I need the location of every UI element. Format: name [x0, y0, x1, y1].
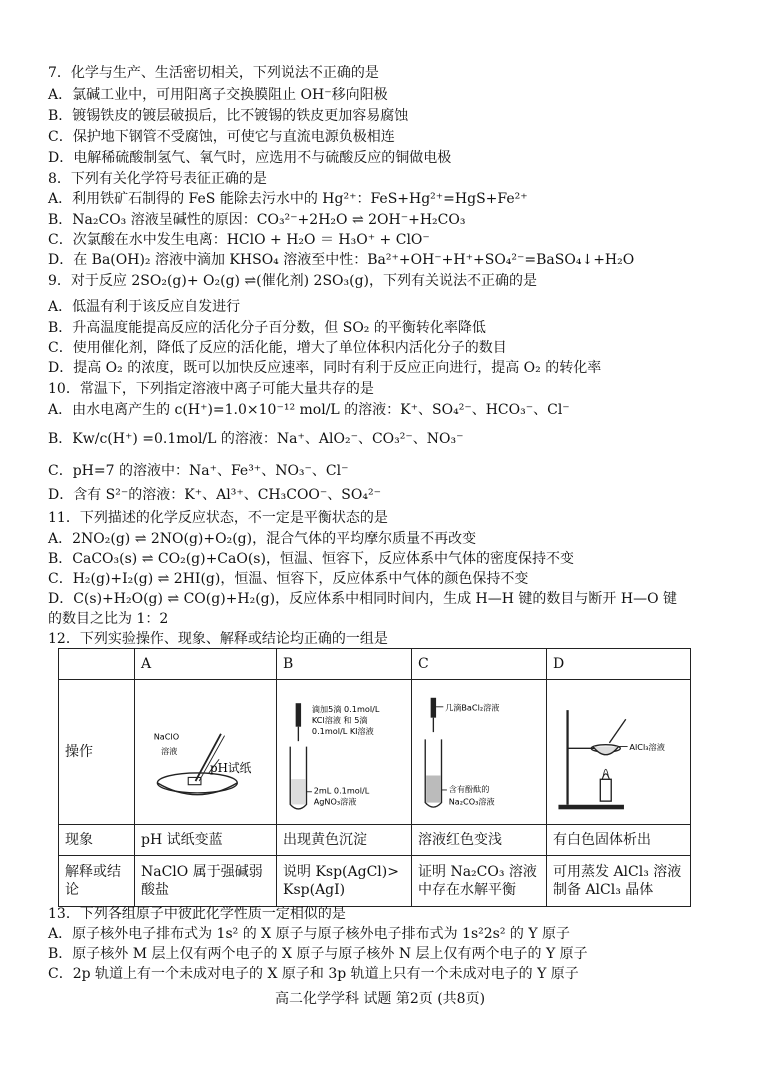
label-b-top-3: 0.1mol/L KI溶液	[311, 725, 374, 736]
phenomenon-d: 有白色固体析出	[547, 825, 691, 856]
table-header-c: C	[412, 649, 547, 680]
diagram-c-test-tube	[418, 682, 540, 822]
question-11-option-a: A．2NO₂(g) ⇌ 2NO(g)+O₂(g)，混合气体的平均摩尔质量不再改变	[48, 531, 477, 547]
question-7-option-d: D．电解稀硫酸制氢气、氧气时，应选用不与硫酸反应的铜做电极	[48, 150, 452, 166]
phenomenon-a: pH 试纸变蓝	[135, 825, 277, 856]
question-11-option-b: B．CaCO₃(s) ⇌ CO₂(g)+CaO(s)，恒温、恒容下，反应体系中气体的密度保持不变	[48, 551, 574, 567]
row-label-explanation: 解释或结论	[59, 856, 135, 907]
diagram-a-ph-paper	[141, 682, 270, 822]
question-9-option-b: B．升高温度能提高反应的活化分子百分数，但 SO₂ 的平衡转化率降低	[48, 320, 486, 336]
question-11-stem: 11．下列描述的化学反应状态，不一定是平衡状态的是	[48, 510, 388, 526]
question-7-stem: 7．化学与生产、生活密切相关，下列说法不正确的是	[48, 65, 379, 81]
question-8-option-a: A．利用铁矿石制得的 FeS 能除去污水中的 Hg²⁺：FeS+Hg²⁺=HgS+Fe²⁺	[48, 191, 528, 207]
table-header-blank	[59, 649, 135, 680]
question-12-stem: 12．下列实验操作、现象、解释或结论均正确的一组是	[48, 631, 388, 647]
question-8-option-d: D．在 Ba(OH)₂ 溶液中滴加 KHSO₄ 溶液至中性：Ba²⁺+OH⁻+H⁺+SO₄²⁻=BaSO₄↓+H₂O	[48, 252, 635, 268]
phenomenon-b: 出现黄色沉淀	[277, 825, 412, 856]
diagram-b-test-tube	[283, 682, 405, 822]
diagram-a-cell	[135, 680, 277, 825]
table-header-d: D	[547, 649, 691, 680]
phenomenon-c: 溶液红色变浅	[412, 825, 547, 856]
question-9-option-a: A．低温有利于该反应自发进行	[48, 299, 241, 315]
question-10-stem: 10．常温下，下列指定溶液中离子可能大量共存的是	[48, 381, 374, 397]
question-13-option-b: B．原子核外 M 层上仅有两个电子的 X 原子与原子核外 N 层上仅有两个电子的 Y 原子	[48, 946, 588, 962]
question-7-option-c: C．保护地下钢管不受腐蚀，可使它与直流电源负极相连	[48, 129, 395, 145]
question-9-option-d: D．提高 O₂ 的浓度，既可以加快反应速率，同时有利于反应正向进行，提高 O₂ 的转化率	[48, 360, 602, 376]
page-footer: 高二化学学科 试题 第2页 (共8页)	[274, 991, 486, 1007]
label-naclo-solution: 溶液	[160, 745, 178, 756]
diagram-b-cell	[277, 680, 412, 825]
question-10-option-d: D．含有 S²⁻的溶液：K⁺、Al³⁺、CH₃COO⁻、SO₄²⁻	[48, 487, 381, 503]
label-ph-paper: pH试纸	[210, 760, 252, 775]
diagram-d-evaporation	[553, 682, 684, 822]
explanation-a: NaClO 属于强碱弱酸盐	[135, 856, 277, 907]
question-8-option-b: B．Na₂CO₃ 溶液呈碱性的原因：CO₃²⁻+2H₂O ⇌ 2OH⁻+H₂CO₃	[48, 212, 466, 228]
table-header-a: A	[135, 649, 277, 680]
table-row-phenomenon	[59, 825, 691, 856]
question-10-option-a: A．由水电离产生的 c(H⁺)=1.0×10⁻¹² mol/L 的溶液：K⁺、SO₄²⁻、HCO₃⁻、Cl⁻	[48, 402, 570, 418]
question-7-option-b: B．镀锡铁皮的镀层破损后，比不镀锡的铁皮更加容易腐蚀	[48, 108, 409, 124]
table-row-explanation	[59, 856, 691, 907]
question-7-option-a: A．氯碱工业中，可用阳离子交换膜阻止 OH⁻移向阳极	[48, 87, 388, 103]
diagram-d-cell	[547, 680, 691, 825]
explanation-b: 说明 Ksp(AgCl)> Ksp(AgI)	[277, 856, 412, 907]
question-8-stem: 8．下列有关化学符号表征正确的是	[48, 171, 267, 187]
label-b-top-1: 滴加5滴 0.1mol/L	[311, 704, 380, 715]
table-header-row	[59, 649, 691, 680]
question-10-option-b: B．Kw/c(H⁺) =0.1mol/L 的溶液：Na⁺、AlO₂⁻、CO₃²⁻、NO₃⁻	[48, 431, 464, 447]
label-c-bottom-2: Na₂CO₃溶液	[448, 796, 495, 807]
question-8-option-c: C．次氯酸在水中发生电离：HClO + H₂O ＝ H₃O⁺ + ClO⁻	[48, 232, 430, 248]
experiment-table	[58, 648, 691, 907]
question-11-option-d: D．C(s)+H₂O(g) ⇌ CO(g)+H₂(g)，反应体系中相同时间内，生成 H—H 键的数目与断开 H—O 键	[48, 591, 678, 607]
label-b-top-2: KCl溶液 和 5滴	[311, 715, 368, 726]
label-naclo: NaClO	[153, 731, 180, 742]
question-9-stem: 9．对于反应 2SO₂(g)+ O₂(g) ⇌(催化剂) 2SO₃(g)，下列有关说法不正确的是	[48, 273, 538, 289]
diagram-c-cell	[412, 680, 547, 825]
table-header-b: B	[277, 649, 412, 680]
explanation-c: 证明 Na₂CO₃ 溶液中存在水解平衡	[412, 856, 547, 907]
label-b-bottom-2: AgNO₃溶液	[313, 796, 357, 807]
question-13-stem: 13．下列各组原子中彼此化学性质一定相似的是	[48, 906, 346, 922]
explanation-d: 可用蒸发 AlCl₃ 溶液制备 AlCl₃ 晶体	[547, 856, 691, 907]
label-c-bottom-1: 含有酚酞的	[448, 783, 490, 794]
label-c-top: 几滴BaCl₂溶液	[445, 702, 500, 713]
row-label-phenomenon: 现象	[59, 825, 135, 856]
question-13-option-c: C．2p 轨道上有一个未成对电子的 X 原子和 3p 轨道上只有一个未成对电子的 Y 原子	[48, 966, 579, 982]
row-label-operation: 操作	[59, 680, 135, 825]
label-d-alcl3: AlCl₃溶液	[629, 742, 665, 753]
table-row-operation	[59, 680, 691, 825]
label-b-bottom-1: 2mL 0.1mol/L	[313, 785, 370, 796]
question-11-option-c: C．H₂(g)+I₂(g) ⇌ 2HI(g)，恒温、恒容下，反应体系中气体的颜色保持不变	[48, 571, 529, 587]
question-9-option-c: C．使用催化剂，降低了反应的活化能，增大了单位体积内活化分子的数目	[48, 340, 507, 356]
question-13-option-a: A．原子核外电子排布式为 1s² 的 X 原子与原子核外电子排布式为 1s²2s² 的 Y 原子	[48, 926, 571, 942]
question-10-option-c: C．pH=7 的溶液中：Na⁺、Fe³⁺、NO₃⁻、Cl⁻	[48, 463, 349, 479]
question-11-option-d-continued: 的数目之比为 1：2	[48, 611, 169, 627]
